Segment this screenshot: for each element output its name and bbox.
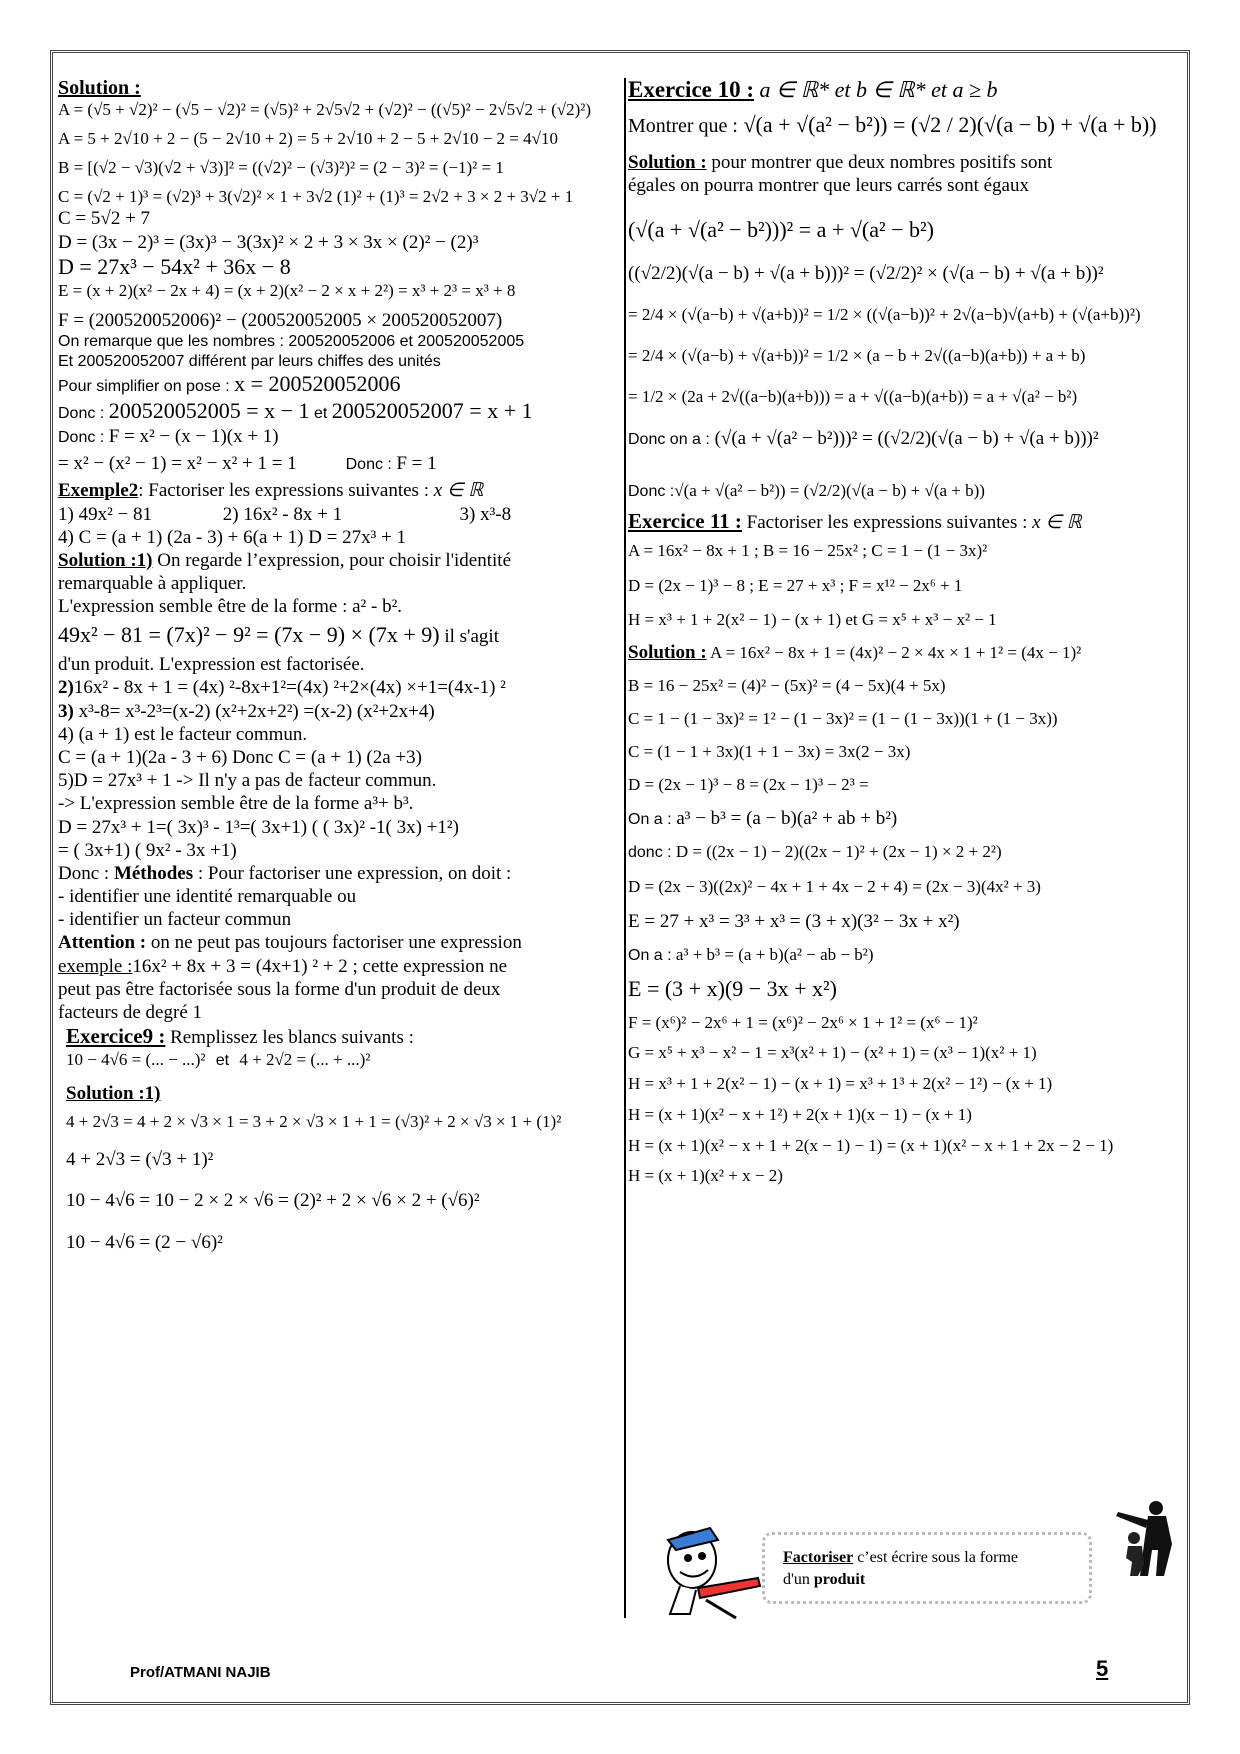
sol1-title: Solution :1) <box>58 549 153 571</box>
pose-line <box>58 371 618 398</box>
methods-item-2: - identifier un facteur commun <box>58 909 292 931</box>
tip-text-2: d'un <box>783 1571 814 1589</box>
sol1-text-3: L'expression semble être de la forme : a² - b². <box>58 596 403 618</box>
attention-example-label: exemple : <box>58 955 133 977</box>
methods-title: Méthodes <box>113 862 194 884</box>
example2-domain: x ∈ ℝ <box>433 480 484 502</box>
sol1-eq-tail: il s'agit <box>439 626 499 648</box>
eq-f: F = (200520052006)² − (200520052005 × 200520052007) <box>58 310 503 332</box>
step-2-num: 2) <box>58 677 74 699</box>
sol11-ona-2 <box>628 945 1183 966</box>
sol9-eq-1: 4 + 2√3 = 4 + 2 × √3 × 1 = 3 + 2 × √3 × 1 + 1 = (√3)² + 2 × √3 × 1 + (1)² <box>66 1111 562 1131</box>
eq-c1: C = (√2 + 1)³ = (√2)³ + 3(√2)² × 1 + 3√2 (1)² + (1)³ = 2√2 + 3 × 2 + 3√2 + 1 <box>58 186 574 206</box>
sol11-ona-1-label: On a : <box>628 811 672 829</box>
ex10-donc2-label: Donc : <box>628 482 675 500</box>
exercise10-label: Montrer que : <box>628 115 738 138</box>
sol9-title-text: Solution :1) <box>66 1083 161 1105</box>
people-silhouette-icon <box>1112 1498 1184 1578</box>
exercise11-domain: x ∈ ℝ <box>1027 512 1082 534</box>
sol9-eq-4: 10 − 4√6 = (2 − √6)² <box>66 1231 223 1253</box>
exercise9-eq-1: 10 − 4√6 = (... − ...)² <box>66 1049 206 1069</box>
sol9-title <box>58 1082 618 1105</box>
ex10-eq-1: (√(a + √(a² − b²)))² = a + √(a² − b²) <box>628 217 934 243</box>
sol11-eq-b: B = 16 − 25x² = (4)² − (5x)² = (4 − 5x)(4 + 5x) <box>628 676 946 696</box>
eq-b: B = [(√2 − √3)(√2 + √3)]² = ((√2)² − (√3)²)² = (2 − 3)² = (−1)² = 1 <box>58 157 504 177</box>
pose-eq: x = 200520052006 <box>234 371 401 397</box>
exercise11-list-2: D = (2x − 1)³ − 8 ; E = 27 + x³ ; F = x¹² − 2x⁶ + 1 <box>628 575 963 595</box>
left-column <box>58 76 618 1254</box>
sol11-eq-c2: C = (1 − 1 + 3x)(1 + 1 − 3x) = 3x(2 − 3x) <box>628 741 911 761</box>
exercise11-list-1: A = 16x² − 8x + 1 ; B = 16 − 25x² ; C = 1 − (1 − 3x)² <box>628 540 988 560</box>
ex10-donc-eq: (√(a + √(a² − b²)))² = ((√2/2)(√(a − b) + √(a + b)))² <box>709 428 1099 450</box>
step-5b-text: -> L'expression semble être de la forme a³+ b³. <box>58 793 414 815</box>
ex10-donc2-eq: √(a + √(a² − b²)) = (√2/2)(√(a − b) + √(a + b)) <box>674 480 985 500</box>
attention-text-2: peut pas être factorisée sous la forme d'un produit de deux <box>58 978 501 1000</box>
attention-example: 16x² + 8x + 3 = (4x+1) ² + 2 ; cette expression ne <box>132 955 508 977</box>
remark-1: On remarque que les nombres : 200520052006 et 200520052005 <box>58 333 525 351</box>
solution-title: Solution : <box>58 77 141 99</box>
sol11-eq-h2: H = (x + 1)(x² − x + 1²) + 2(x + 1)(x − 1) − (x + 1) <box>628 1104 972 1124</box>
step-3-num: 3) <box>58 700 74 722</box>
step-2-text: 16x² - 8x + 1 = (4x) ²-8x+1²=(4x) ²+2×(4x) ×+1=(4x-1) ² <box>73 677 506 699</box>
exercise11-list-3: H = x³ + 1 + 2(x² − 1) − (x + 1) et G = x⁵ + x³ − x² − 1 <box>628 610 997 630</box>
tip-bold: produit <box>813 1571 866 1589</box>
sol10-text: pour montrer que deux nombres positifs sont <box>706 151 1053 173</box>
final-result: F = 1 <box>396 453 437 475</box>
sol11-ona-2-eq: a³ + b³ = (a + b)(a² − ab − b²) <box>671 945 874 965</box>
sol10-line-1 <box>628 151 1183 174</box>
attention-text-3: facteurs de degré 1 <box>58 1001 203 1023</box>
sol11-eq-f: F = (x⁶)² − 2x⁶ + 1 = (x⁶)² − 2x⁶ × 1 + 1² = (x⁶ − 1)² <box>628 1012 978 1032</box>
final-line <box>58 452 618 475</box>
ex10-eq-2: ((√2/2)(√(a − b) + √(a + b)))² = (√2/2)² × (√(a − b) + √(a + b))² <box>628 263 1104 285</box>
sol1-text-4: d'un produit. L'expression est factorisée. <box>58 654 365 676</box>
sol11-ona-1 <box>628 807 1183 830</box>
donc-label-2: Donc : <box>58 429 105 447</box>
right-column <box>628 76 1183 1187</box>
donc-eq-a: 200520052005 = x − 1 <box>108 398 310 424</box>
exercise11-text: Factoriser les expressions suivantes : <box>741 512 1028 534</box>
tip-word: Factoriser <box>783 1549 854 1566</box>
sol11-title: Solution : <box>628 642 707 664</box>
sol11-eq-h3: H = (x + 1)(x² − x + 1 + 2(x − 1) − 1) = (x + 1)(x² − x + 1 + 2x − 2 − 1) <box>628 1135 1114 1155</box>
sol11-ona-1-eq: a³ − b³ = (a − b)(a² + ab + b²) <box>671 808 898 830</box>
example2-item-3: 3) x³-8 <box>459 503 512 525</box>
ex10-donc-line <box>628 427 1183 450</box>
eq-d2: D = 27x³ − 54x² + 36x − 8 <box>58 253 291 279</box>
exercise10-title: Exercice 10 : <box>628 77 755 102</box>
sol11-donc <box>628 842 1183 863</box>
ex10-donc2-line <box>628 481 1183 502</box>
tip-box <box>762 1532 1092 1604</box>
sol10-title: Solution : <box>628 151 707 173</box>
donc-et: et <box>313 405 328 423</box>
attention-text: on ne peut pas toujours factoriser une expression <box>146 932 522 954</box>
example2-item-2: 2) 16x² - 8x + 1 <box>222 503 343 525</box>
sol1-eq: 49x² − 81 = (7x)² − 9² = (7x − 9) × (7x + 9) <box>58 622 440 648</box>
final-donc: Donc : <box>345 456 392 474</box>
exercise10-statement <box>628 112 1183 139</box>
sol1-text-2: remarquable à appliquer. <box>58 573 247 595</box>
exercise10-eq: √(a + √(a² − b²)) = (√2 / 2)(√(a − b) + √(a + b)) <box>737 112 1157 138</box>
methods-text: : Pour factoriser une expression, on doit : <box>193 862 512 884</box>
methods-item-1: - identifier une identité remarquable ou <box>58 886 357 908</box>
exercise9-et: et <box>215 1051 230 1069</box>
mascot-icon <box>640 1510 770 1620</box>
eq-e: E = (x + 2)(x² − 2x + 4) = (x + 2)(x² − 2 × x + 2²) = x³ + 2³ = x³ + 8 <box>58 280 516 300</box>
step-2-line <box>58 676 618 699</box>
donc-line-2 <box>58 425 618 448</box>
eq-a2: A = 5 + 2√10 + 2 − (5 − 2√10 + 2) = 5 + 2√10 + 2 − 5 + 2√10 − 2 = 4√10 <box>58 129 558 149</box>
sol11-eq-e2: E = (3 + x)(9 − 3x + x²) <box>628 975 837 1001</box>
sol11-ona-2-label: On a : <box>628 947 672 965</box>
exercise10-header <box>628 76 1183 104</box>
example2-title: Exemple2 <box>58 480 139 502</box>
sol11-eq-d1: D = (2x − 1)³ − 8 = (2x − 1)³ − 2³ = <box>628 774 869 794</box>
methods-line <box>58 862 618 885</box>
exercise11-header <box>628 509 1183 535</box>
step-4-text: 4) (a + 1) est le facteur commun. <box>58 723 308 745</box>
pose-label: Pour simplifier on pose : <box>58 378 230 396</box>
sol1-line-1 <box>58 549 618 572</box>
sol11-donc-label: donc : <box>628 844 672 862</box>
sol11-line-a <box>628 641 1183 664</box>
eq-d1: D = (3x − 2)³ = (3x)³ − 3(3x)² × 2 + 3 × 3x × (2)² − (2)³ <box>58 231 479 253</box>
donc-label: Donc : <box>58 405 105 423</box>
ex10-eq-5: = 1/2 × (2a + 2√((a−b)(a+b))) = a + √((a−b)(a+b)) = a + √(a² − b²) <box>628 386 1078 406</box>
attention-line <box>58 931 618 954</box>
exercise9-text: Remplissez les blancs suivants : <box>165 1027 414 1049</box>
attention-example-line <box>58 955 618 978</box>
tip-text: c’est écrire sous la forme <box>853 1549 1018 1566</box>
sol11-eq-g: G = x⁵ + x³ − x² − 1 = x³(x² + 1) − (x² + 1) = (x³ − 1)(x² + 1) <box>628 1043 1037 1063</box>
remark-2: Et 200520052007 différent par leurs chiffes des unités <box>58 352 441 370</box>
ex10-eq-4: = 2/4 × (√(a−b) + √(a+b))² = 1/2 × (a − b + 2√((a−b)(a+b)) + a + b) <box>628 345 1086 365</box>
sol11-eq-h1: H = x³ + 1 + 2(x² − 1) − (x + 1) = x³ + 1³ + 2(x² − 1²) − (x + 1) <box>628 1074 1053 1094</box>
column-divider <box>624 78 626 1618</box>
step-5d-text: = ( 3x+1) ( 9x² - 3x +1) <box>58 839 237 861</box>
step-5c-text: D = 27x³ + 1=( 3x)³ - 1³=( 3x+1) ( ( 3x)² -1( 3x) +1²) <box>58 816 459 838</box>
donc-line-1 <box>58 398 618 425</box>
eq-c2: C = 5√2 + 7 <box>58 208 151 230</box>
sol11-donc-eq: D = ((2x − 1) − 2)((2x − 1)² + (2x − 1) × 2 + 2²) <box>671 842 1002 862</box>
sol11-eq-e1: E = 27 + x³ = 3³ + x³ = (3 + x)(3² − 3x + x²) <box>628 910 960 932</box>
step-4b-text: C = (a + 1)(2a - 3 + 6) Donc C = (a + 1) (2a +3) <box>58 746 422 768</box>
exercise9-eqs <box>58 1050 618 1071</box>
sol11-eq-h4: H = (x + 1)(x² + x − 2) <box>628 1166 783 1186</box>
author: Prof/ATMANI NAJIB <box>130 1664 271 1681</box>
example2-item-1: 1) 49x² − 81 <box>58 503 152 525</box>
sol11-eq-d2: D = (2x − 3)((2x)² − 4x + 1 + 4x − 2 + 4) = (2x − 3)(4x² + 3) <box>628 877 1041 897</box>
step-5-text: 5)D = 27x³ + 1 -> Il n'y a pas de facteur commun. <box>58 770 437 792</box>
donc-eq-2: F = x² − (x − 1)(x + 1) <box>108 426 279 448</box>
ex10-eq-3: = 2/4 × (√(a−b) + √(a+b))² = 1/2 × ((√(a−b))² + 2√(a−b)√(a+b) + (√(a+b))²) <box>628 305 1141 325</box>
page-number: 5 <box>1096 1656 1109 1681</box>
attention-title: Attention : <box>58 932 147 954</box>
sol11-eq-c1: C = 1 − (1 − 3x)² = 1² − (1 − 3x)² = (1 − (1 − 3x))(1 + (1 − 3x)) <box>628 709 1058 729</box>
sol9-eq-2: 4 + 2√3 = (√3 + 1)² <box>66 1149 214 1171</box>
step-3-line <box>58 700 618 723</box>
ex10-donc-label: Donc on a : <box>628 431 710 449</box>
sol1-text: On regarde l’expression, pour choisir l'identité <box>152 549 512 571</box>
example2-header <box>58 479 618 502</box>
exercise9-title: Exercice9 : <box>66 1024 166 1049</box>
donc-eq-b: 200520052007 = x + 1 <box>331 398 533 424</box>
exercise11-title: Exercice 11 : <box>628 509 742 534</box>
methods-prefix: Donc : <box>58 862 114 884</box>
sol1-eq-line <box>58 622 618 649</box>
example2-items-1 <box>58 503 618 526</box>
exercise9-header <box>58 1024 618 1050</box>
sol11-eq-a: A = 16x² − 8x + 1 = (4x)² − 2 × 4x × 1 + 1² = (4x − 1)² <box>706 643 1082 663</box>
example2-text: : Factoriser les expressions suivantes : <box>138 480 429 502</box>
sol10-text-2: égales on pourra montrer que leurs carrés sont égaux <box>628 175 1029 197</box>
eq-a1: A = (√5 + √2)² − (√5 − √2)² = (√5)² + 2√5√2 + (√2)² − ((√5)² − 2√5√2 + (√2)²) <box>58 100 592 120</box>
example2-items-2: 4) C = (a + 1) (2a - 3) + 6(a + 1) D = 27x³ + 1 <box>58 526 407 548</box>
exercise9-eq-2: 4 + 2√2 = (... + ...)² <box>239 1049 371 1069</box>
final-eq: = x² − (x² − 1) = x² − x² + 1 = 1 <box>58 453 297 475</box>
step-3-text: x³-8= x³-2³=(x-2) (x²+2x+2²) =(x-2) (x²+2x+4) <box>73 700 435 722</box>
exercise10-cond: a ∈ ℝ* et b ∈ ℝ* et a ≥ b <box>754 77 998 102</box>
sol9-eq-3: 10 − 4√6 = 10 − 2 × 2 × √6 = (2)² + 2 × √6 × 2 + (√6)² <box>66 1190 480 1212</box>
